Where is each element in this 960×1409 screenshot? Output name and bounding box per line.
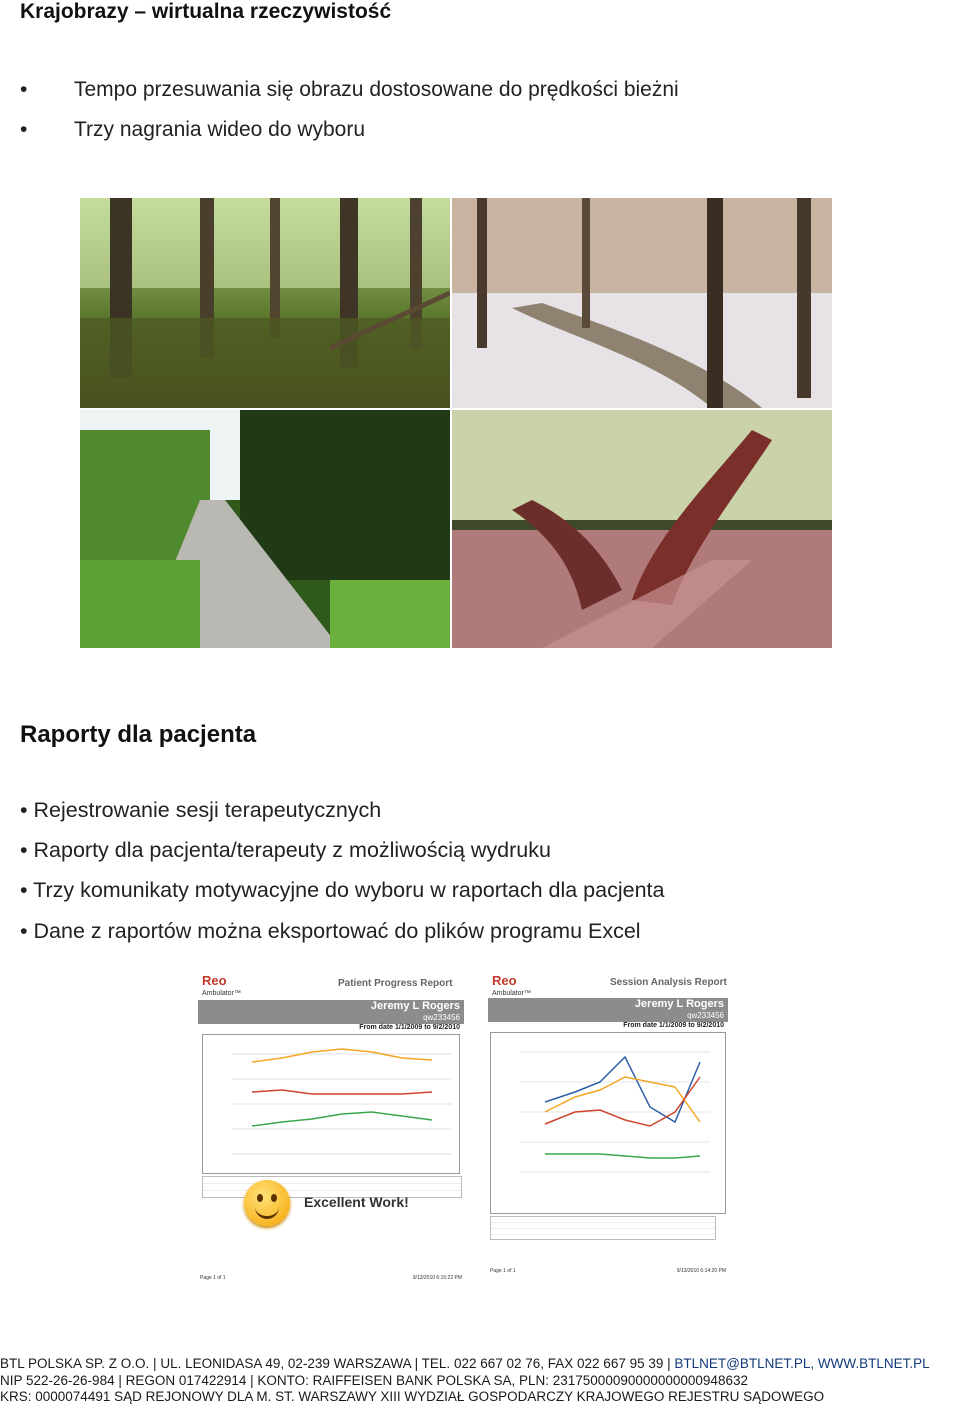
- patient-id: qw233456: [687, 1011, 724, 1020]
- bullet-item: • Rejestrowanie sesji terapeutycznych: [20, 798, 382, 822]
- bullet-item: • Dane z raportów można eksportować do plików programu Excel: [20, 919, 641, 943]
- footer-registry-line: KRS: 0000074491 SĄD REJONOWY DLA M. ST. WARSZAWY XIII WYDZIAŁ GOSPODARCZY KRAJOWEGO REJESTRU SĄDOWEGO: [0, 1389, 825, 1404]
- progress-chart: [202, 1034, 460, 1174]
- page-number: Page 1 of 1: [200, 1275, 226, 1281]
- patient-header-bar: [488, 998, 728, 1022]
- bullet-item: • Trzy komunikaty motywacyjne do wyboru w raportach dla pacjenta: [20, 878, 665, 902]
- forest-photo-summer: [80, 198, 450, 408]
- patient-id: qw233456: [423, 1013, 460, 1022]
- date-range: From date 1/1/2009 to 9/2/2010: [623, 1022, 724, 1029]
- bullet-item: • Tempo przesuwania się obrazu dostosowane do prędkości bieżni: [20, 78, 679, 101]
- page-number: Page 1 of 1: [490, 1268, 516, 1274]
- garden-path-photo: [80, 410, 450, 648]
- forest-photo-autumn-path: [452, 198, 832, 408]
- footer-email-website[interactable]: BTLNET@BTLNET.PL, WWW.BTLNET.PL: [674, 1356, 930, 1371]
- section-title-landscapes: Krajobrazy – wirtualna rzeczywistość: [20, 0, 392, 23]
- date-range: From date 1/1/2009 to 9/2/2010: [359, 1024, 460, 1031]
- session-chart: [490, 1032, 726, 1214]
- smiley-icon: [244, 1180, 290, 1226]
- footer-bank-line: NIP 522-26-26-984 | REGON 017422914 | KONTO: RAIFFEISEN BANK POLSKA SA, PLN: 23175000090000000000948632: [0, 1373, 748, 1388]
- data-table: [490, 1216, 716, 1240]
- twisted-tree-photo: [452, 410, 832, 648]
- patient-name: Jeremy L Rogers: [634, 998, 724, 1010]
- reo-logo: Reo Ambulator™: [202, 973, 241, 997]
- session-analysis-report: [488, 970, 728, 1276]
- section-title-reports: Raporty dla pacjenta: [20, 721, 257, 748]
- print-time: 9/13/2010 6:14:20 PM: [676, 1268, 726, 1274]
- report-title: Patient Progress Report: [338, 978, 453, 989]
- bullet-dot-icon: •: [20, 118, 28, 141]
- patient-header-bar: [198, 1000, 464, 1024]
- motivation-message: Excellent Work!: [304, 1194, 409, 1210]
- bullet-dot-icon: •: [20, 78, 28, 101]
- report-title: Session Analysis Report: [610, 977, 727, 988]
- reo-logo: Reo Ambulator™: [492, 973, 531, 997]
- patient-progress-report: [198, 970, 464, 1282]
- footer-company-line: BTL POLSKA SP. Z O.O. | UL. LEONIDASA 49, 02-239 WARSZAWA | TEL. 022 667 02 76, FAX 022 667 95 39 | BTLNET@BTLNET.PL, WWW.BTLNET.PL: [0, 1356, 930, 1371]
- bullet-item: • Raporty dla pacjenta/terapeuty z możliwością wydruku: [20, 838, 551, 862]
- print-time: 9/13/2010 6:15:22 PM: [412, 1275, 462, 1281]
- patient-name: Jeremy L Rogers: [370, 1000, 460, 1012]
- bullet-item: • Trzy nagrania wideo do wyboru: [20, 118, 366, 141]
